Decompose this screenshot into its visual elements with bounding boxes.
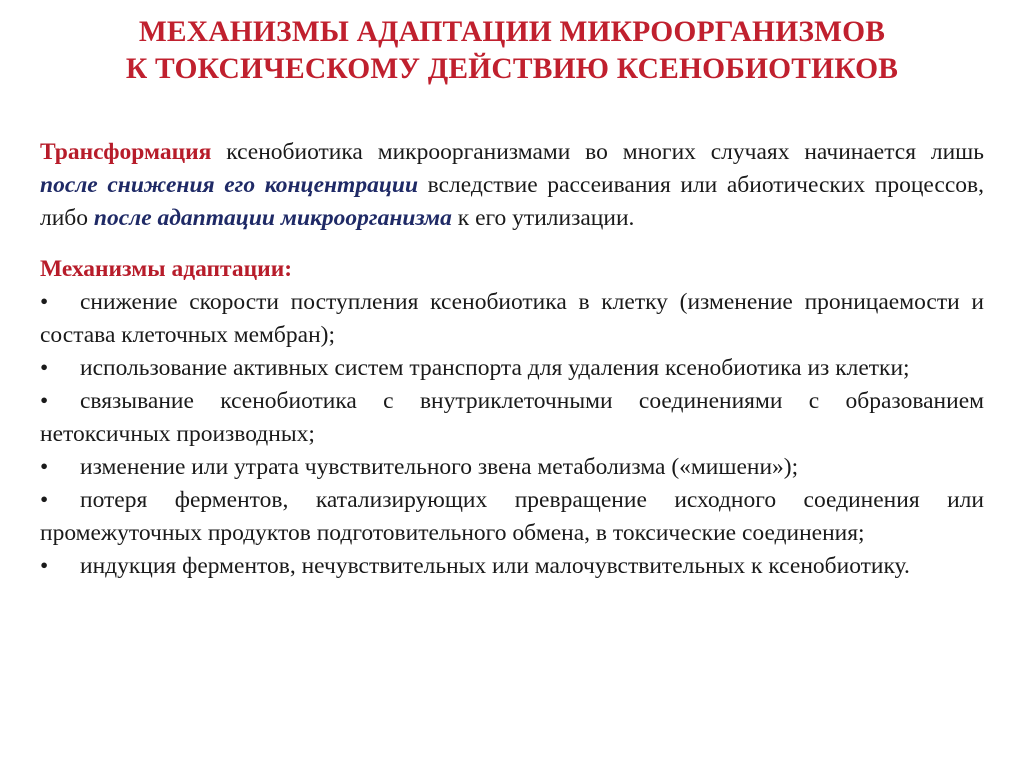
intro-term: Трансформация bbox=[40, 139, 212, 165]
list-item-text: изменение или утрата чувствительного звена метаболизма («мишени»); bbox=[80, 454, 799, 480]
list-item bbox=[40, 352, 984, 385]
list-item-text: снижение скорости поступления ксенобиотика в клетку (изменение проницаемости и состава клеточных мембран); bbox=[40, 289, 984, 348]
list-item-text: использование активных систем транспорта для удаления ксенобиотика из клетки; bbox=[80, 355, 910, 381]
intro-paragraph bbox=[40, 136, 984, 235]
title-line-2: К ТОКСИЧЕСКОМУ ДЕЙСТВИЮ КСЕНОБИОТИКОВ bbox=[125, 53, 899, 85]
list-item-text: индукция ферментов, нечувствительных или малочувствительных к ксенобиотику. bbox=[80, 553, 910, 579]
bullet-icon: • bbox=[40, 487, 49, 513]
intro-emphasis-2: после адаптации микроорганизма bbox=[93, 205, 452, 231]
list-item-text: связывание ксенобиотика с внутриклеточными соединениями с образованием нетоксичных производных; bbox=[40, 388, 984, 447]
intro-text-2: вследствие рассеивания или абиотических процессов, либо bbox=[40, 172, 984, 231]
intro-emphasis-1: после снижения его концентрации bbox=[40, 172, 419, 198]
bullet-icon: • bbox=[40, 553, 49, 579]
list-item bbox=[40, 385, 984, 451]
intro-text-3: к его утилизации. bbox=[451, 205, 635, 231]
list-item bbox=[40, 286, 984, 352]
mechanisms-list bbox=[40, 286, 984, 583]
list-item bbox=[40, 550, 984, 583]
title-line-1: МЕХАНИЗМЫ АДАПТАЦИИ МИКРООРГАНИЗМОВ bbox=[138, 16, 886, 48]
bullet-icon: • bbox=[40, 388, 49, 414]
list-item bbox=[40, 484, 984, 550]
bullet-icon: • bbox=[40, 355, 49, 381]
list-item-text: потеря ферментов, катализирующих превращение исходного соединения или промежуточных продуктов подготовительного обмена, в токсические соединения; bbox=[40, 487, 984, 546]
intro-text-1: ксенобиотика микроорганизмами во многих случаях начинается лишь bbox=[211, 139, 984, 165]
bullet-icon: • bbox=[40, 289, 49, 315]
mechanisms-heading: Механизмы адаптации: bbox=[40, 256, 293, 282]
bullet-icon: • bbox=[40, 454, 49, 480]
list-item bbox=[40, 451, 984, 484]
slide-title bbox=[40, 14, 984, 88]
